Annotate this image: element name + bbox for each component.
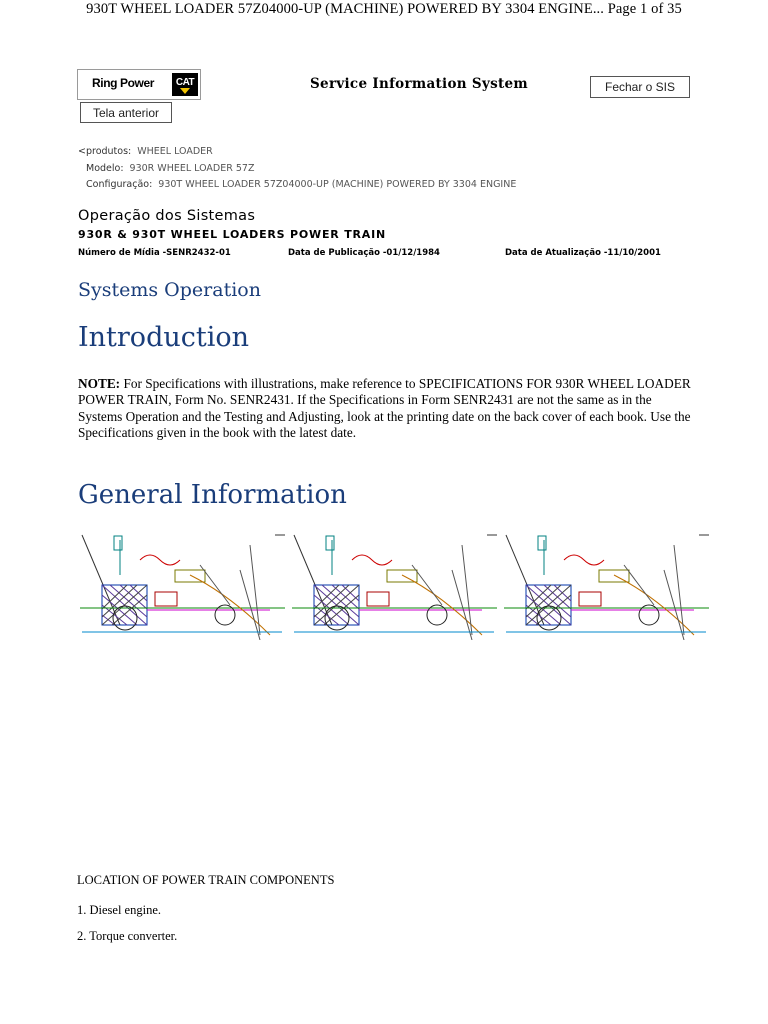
figure-caption: LOCATION OF POWER TRAIN COMPONENTS <box>77 873 335 887</box>
update-date: Data de Atualização -11/10/2001 <box>505 248 661 258</box>
publication-date: Data de Publicação -01/12/1984 <box>288 248 440 258</box>
section-title: Systems Operation <box>78 279 261 301</box>
ring-power-cat-logo <box>77 69 201 100</box>
power-train-illustration-3 <box>504 530 709 640</box>
sis-title: Service Information System <box>310 76 529 92</box>
breadcrumb <box>78 144 516 194</box>
note-text: For Specifications with illustrations, make reference to SPECIFICATIONS FOR 930R WHEEL LOADER POWER TRAIN, Form No. SENR2431. If the Specifications in Form SENR2431 are not the same as in the Systems Operation and the Testing and Adjusting, look at the printing date on the back cover of each book. Use the Specifications given in the book with the latest date. <box>78 376 691 440</box>
cat-logo-text: CAT <box>175 77 195 88</box>
media-number: Número de Mídia -SENR2432-01 <box>78 248 231 258</box>
config-label: Configuração: <box>86 179 153 190</box>
document-category: Operação dos Sistemas <box>78 208 256 224</box>
breadcrumb-model <box>78 161 516 178</box>
products-link[interactable]: WHEEL LOADER <box>137 146 213 157</box>
page-header: 930T WHEEL LOADER 57Z04000-UP (MACHINE) POWERED BY 3304 ENGINE... Page 1 of 35 <box>86 1 682 17</box>
back-button[interactable]: Tela anterior <box>80 102 172 123</box>
document-subtitle: 930R & 930T WHEEL LOADERS POWER TRAIN <box>78 228 386 241</box>
power-train-illustration-1 <box>80 530 285 640</box>
power-train-illustration-2 <box>292 530 497 640</box>
config-value: 930T WHEEL LOADER 57Z04000-UP (MACHINE) POWERED BY 3304 ENGINE <box>158 179 517 190</box>
breadcrumb-products <box>78 144 516 161</box>
products-label: produtos: <box>85 146 132 157</box>
cat-triangle-icon <box>180 88 190 94</box>
cat-logo <box>172 73 198 96</box>
ring-power-logo-text: Ring Power <box>92 76 155 90</box>
breadcrumb-config <box>78 177 516 194</box>
general-info-heading: General Information <box>78 480 347 510</box>
intro-heading: Introduction <box>78 322 249 353</box>
back-arrow-icon[interactable]: < <box>78 146 86 157</box>
note-label: NOTE: <box>78 376 121 391</box>
note-paragraph <box>78 376 698 441</box>
model-label: Modelo: <box>86 162 124 174</box>
list-item: 2. Torque converter. <box>77 929 178 943</box>
model-link[interactable]: 930R WHEEL LOADER 57Z <box>129 162 255 174</box>
close-sis-button[interactable]: Fechar o SIS <box>590 76 690 98</box>
list-item: 1. Diesel engine. <box>77 903 162 917</box>
